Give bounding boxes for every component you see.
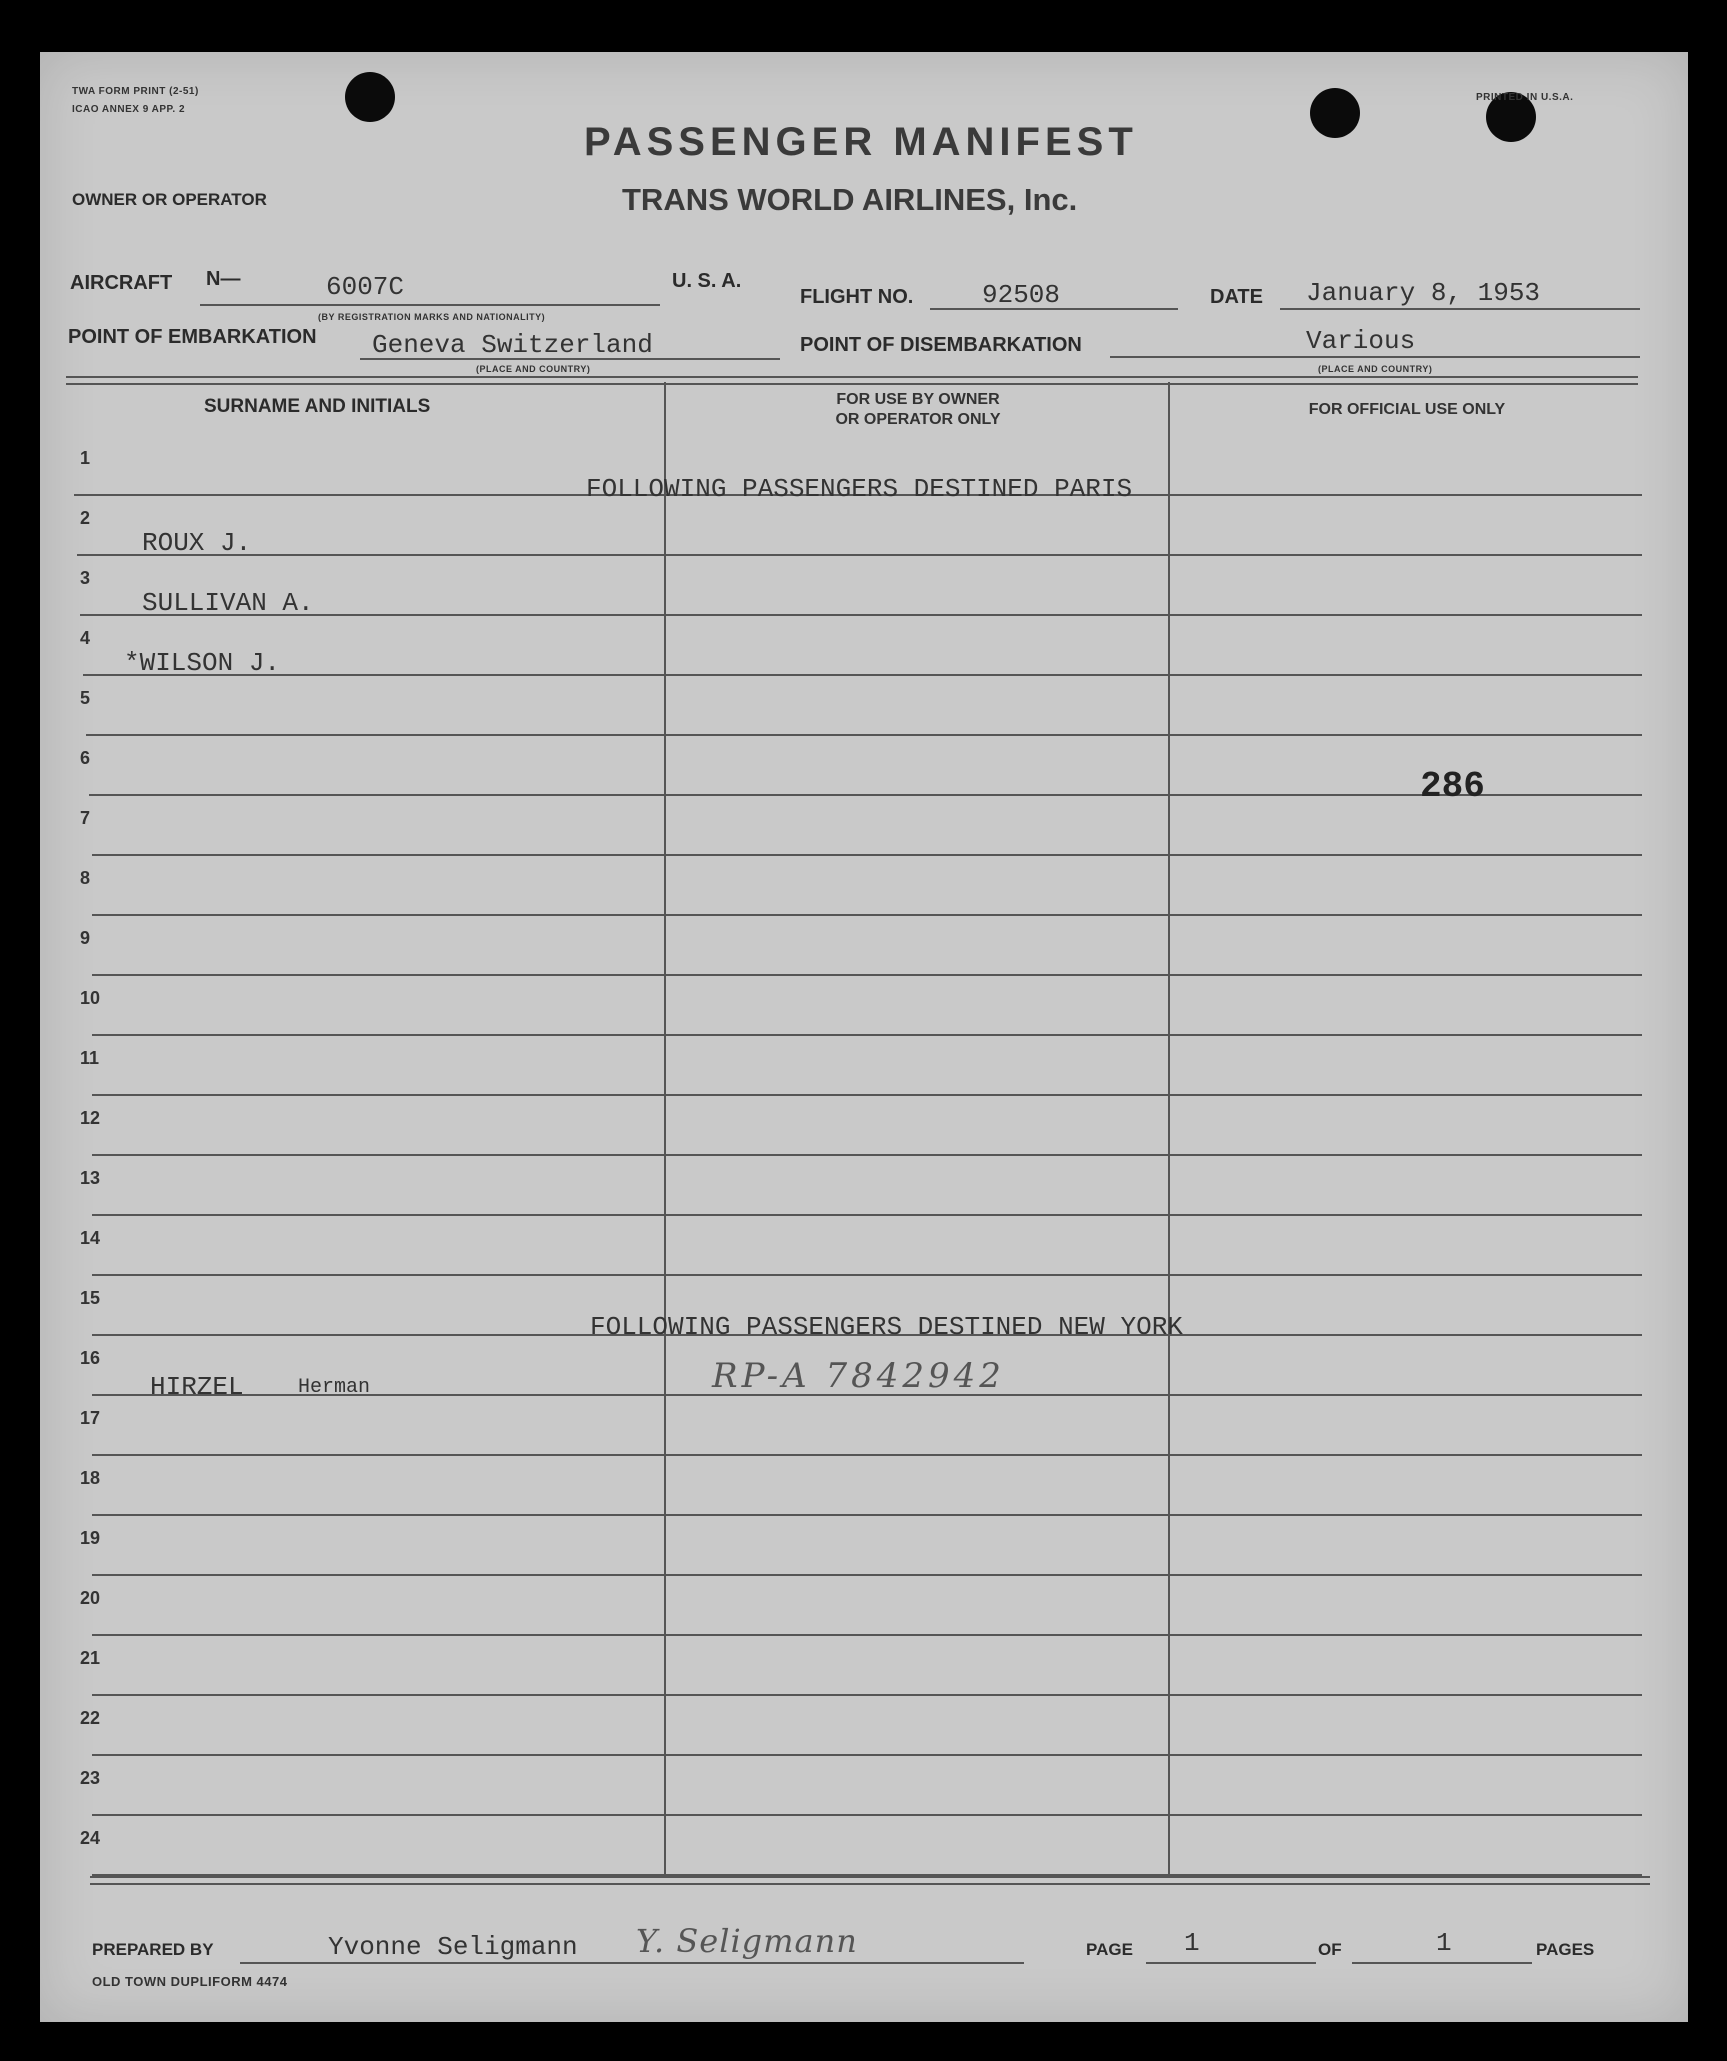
row-rule [86,734,1642,736]
row-rule [92,854,1642,856]
page-title: PASSENGER MANIFEST [584,120,1138,164]
pages-underline [1352,1962,1532,1964]
embarkation-value: Geneva Switzerland [372,330,653,360]
passenger-surname: HIRZEL [150,1372,244,1402]
paris-destination-note: FOLLOWING PASSENGERS DESTINED PARIS [586,474,1133,504]
place-country-note: (PLACE AND COUNTRY) [1318,364,1433,374]
prepared-underline [240,1962,1024,1964]
row-rule [92,974,1642,976]
form-id-1: TWA FORM PRINT (2-51) [72,86,199,97]
row-number: 3 [80,568,91,588]
prepared-by-value: Yvonne Seligmann [328,1932,578,1962]
aircraft-note: (BY REGISTRATION MARKS AND NATIONALITY) [318,312,546,322]
disembarkation-label: POINT OF DISEMBARKATION [800,334,1082,356]
printed-in-usa: PRINTED IN U.S.A. [1476,92,1574,103]
column-header-name: SURNAME AND INITIALS [204,396,431,417]
embark-underline [360,358,780,360]
footer-divider [90,1876,1650,1885]
form-id-2: ICAO ANNEX 9 APP. 2 [72,104,186,115]
punch-hole [1310,88,1360,138]
row-rule [83,674,1642,676]
row-rule [89,794,1642,796]
row-number: 18 [80,1468,101,1488]
row-number: 16 [80,1348,101,1368]
date-underline [1280,308,1640,310]
total-pages: 1 [1436,1928,1452,1958]
row-number: 9 [80,928,91,948]
pages-label: PAGES [1536,1940,1595,1959]
row-rule [92,1574,1642,1576]
row-number: 23 [80,1768,101,1788]
row-number: 20 [80,1588,101,1608]
passenger-given-name: Herman [298,1376,371,1399]
row-number: 4 [80,628,91,648]
aircraft-label: AIRCRAFT [70,272,173,294]
row-rule [80,614,1642,616]
page-label: PAGE [1086,1940,1133,1959]
date-value: January 8, 1953 [1306,278,1541,308]
flight-label: FLIGHT NO. [800,286,914,308]
aircraft-underline [200,304,660,306]
row-number: 7 [80,808,91,828]
column-header-owner-line1: FOR USE BY OWNER [836,391,1000,408]
date-label: DATE [1210,286,1263,308]
preparer-signature: Y. Seligmann [636,1922,858,1960]
row-number: 19 [80,1528,101,1548]
row-rule [92,1814,1642,1816]
column-divider-2 [1168,382,1170,1874]
disembark-underline [1110,356,1640,358]
embarkation-label: POINT OF EMBARKATION [68,326,317,348]
header-divider [66,376,1638,385]
row-number: 2 [80,508,91,528]
row-number: 11 [80,1048,100,1068]
row-rule [92,1154,1642,1156]
aircraft-value: 6007C [326,272,405,302]
new-york-destination-note: FOLLOWING PASSENGERS DESTINED NEW YORK [590,1312,1183,1342]
row-number: 15 [80,1288,101,1308]
passenger-name: SULLIVAN A. [142,588,314,618]
row-rule [92,1034,1642,1036]
owner-operator-note: RP-A 7842942 [712,1356,1005,1396]
row-rule [92,1694,1642,1696]
row-number: 12 [80,1108,101,1128]
punch-hole [345,72,395,122]
flight-value: 92508 [982,280,1061,310]
row-number: 6 [80,748,91,768]
row-rule [92,1214,1642,1216]
row-number: 17 [80,1408,101,1428]
row-number: 22 [80,1708,101,1728]
column-header-official: FOR OFFICIAL USE ONLY [1308,401,1506,418]
row-number: 1 [80,448,91,468]
prepared-by-label: PREPARED BY [92,1940,214,1959]
row-number: 8 [80,868,91,888]
owner-operator-label: OWNER OR OPERATOR [72,190,267,209]
column-divider-1 [664,382,666,1874]
row-number: 13 [80,1168,101,1188]
page-number: 1 [1184,1928,1200,1958]
passenger-name: ROUX J. [142,528,252,558]
row-number: 14 [80,1228,101,1248]
column-header-owner-line2: OR OPERATOR ONLY [835,411,1001,428]
row-rule [92,1274,1642,1276]
row-rule [92,1754,1642,1756]
row-number: 10 [80,988,101,1008]
page-underline [1146,1962,1316,1964]
row-number: 24 [80,1828,101,1848]
of-label: OF [1318,1940,1342,1959]
row-rule [92,1514,1642,1516]
disembarkation-value: Various [1306,326,1416,356]
aircraft-prefix: N— [206,268,241,290]
place-country-note: (PLACE AND COUNTRY) [476,364,591,374]
usa-label: U. S. A. [672,270,742,292]
column-header-owner [668,390,1168,430]
row-rule [92,1454,1642,1456]
form-print-note: OLD TOWN DUPLIFORM 4474 [92,1974,288,1989]
flight-underline [930,308,1178,310]
row-rule [92,914,1642,916]
row-rule [77,554,1642,556]
row-number: 5 [80,688,91,708]
row-number: 21 [80,1648,101,1668]
official-stamp-number: 286 [1420,766,1485,807]
passenger-name: *WILSON J. [124,648,281,678]
airline-name: TRANS WORLD AIRLINES, Inc. [622,182,1078,217]
row-rule [92,1634,1642,1636]
row-rule [92,1094,1642,1096]
